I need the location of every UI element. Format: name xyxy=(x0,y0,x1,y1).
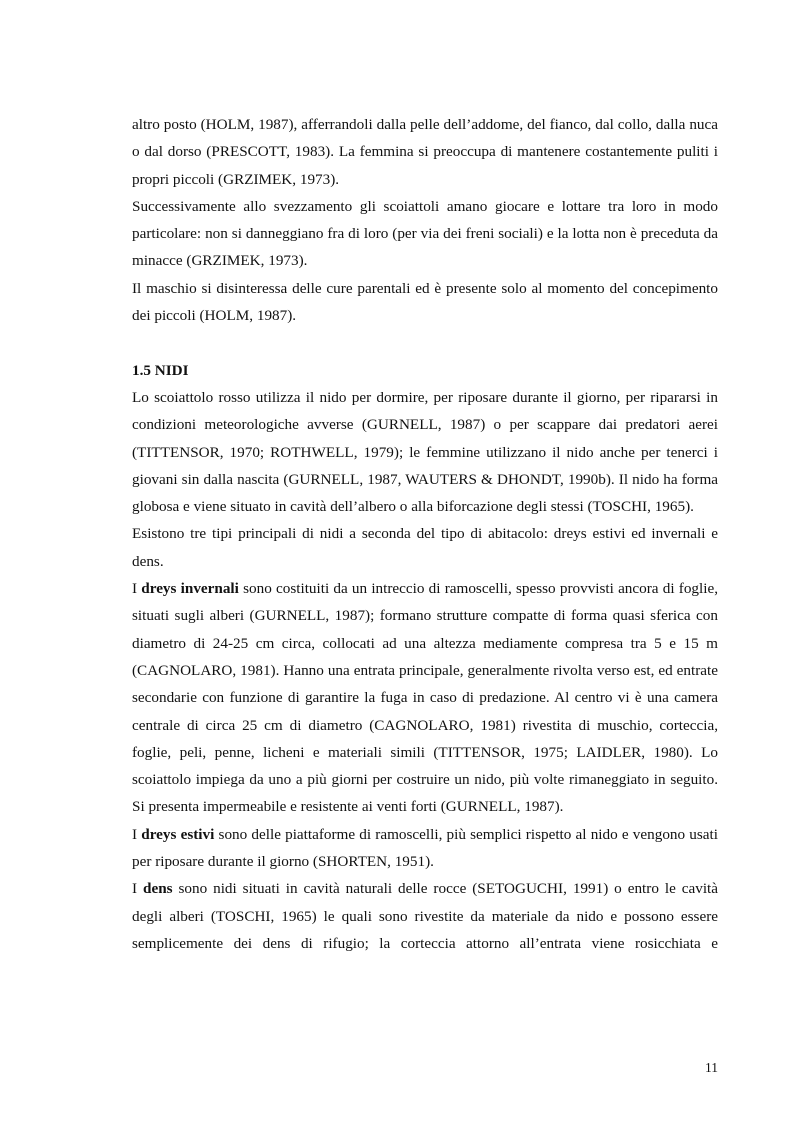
dreys-estivi-lead: I xyxy=(132,825,142,843)
paragraph-play-behaviour: Successivamente allo svezzamento gli scoiattoli amano giocare e lottare tra loro in modo particolare: non si danneggiano fra di loro (per via dei freni sociali) e la lotta non è preceduta da minacce (GRZIMEK, 1973). xyxy=(132,197,718,270)
dens-term: dens xyxy=(143,880,173,898)
paragraph-nest-types: Esistono tre tipi principali di nidi a seconda del tipo di abitacolo: dreys estivi ed invernali e dens. xyxy=(132,525,718,570)
section-gap xyxy=(132,329,718,356)
dreys-estivi-term: dreys estivi xyxy=(141,825,215,843)
dens-text: sono nidi situati in cavità naturali delle rocce (SETOGUCHI, 1991) o entro le cavità degli alberi (TOSCHI, 1965) le quali sono rivestite da materiale da nido e possono essere semplicemente dei dens di rifugio; la corteccia attorno all’entrata viene rosicchiata e xyxy=(132,880,719,952)
dreys-invernali-lead: I xyxy=(132,580,142,598)
dreys-estivi-text: sono delle piattaforme di ramoscelli, più semplici rispetto al nido e vengono usati per riposare durante il giorno (SHORTEN, 1951). xyxy=(132,825,718,871)
dreys-invernali-text: sono costituiti da un intreccio di ramoscelli, spesso provvisti ancora di foglie, situati sugli alberi (GURNELL, 1987); formano strutture compatte di forma quasi sferica con diametro di 24-25 cm circa, collocati ad una altezza mediamente compresa tra 5 e 15 m (CAGNOLARO, 1981). Hanno una entrata principale, generalmente rivolta verso est, ed entrate secondarie con funzione di garantire la fuga in caso di predazione. Al centro vi è una camera centrale di circa 25 cm di diametro (CAGNOLARO, 1981) rivestita di muschio, corteccia, foglie, peli, penne, licheni e materiali simili (TITTENSOR, 1975; LAIDLER, 1980). Lo scoiattolo impiega da uno a più giorni per costruire un nido, più volte rimaneggiato in seguito. Si presenta impermeabile e resistente ai venti forti (GURNELL, 1987). xyxy=(132,580,719,816)
body-text xyxy=(132,111,718,957)
paragraph-male-role: Il maschio si disinteressa delle cure parentali ed è presente solo al momento del concepimento dei piccoli (HOLM, 1987). xyxy=(132,279,718,325)
section-heading: 1.5 NIDI xyxy=(132,361,189,379)
paragraph-dreys-invernali xyxy=(132,575,718,821)
page-number: 11 xyxy=(705,1060,718,1075)
paragraph-care-of-young: altro posto (HOLM, 1987), afferrandoli dalla pelle dell’addome, del fianco, dal collo, dalla nuca o dal dorso (PRESCOTT, 1983). La femmina si preoccupa di mantenere costantemente puliti i propri piccoli (GRZIMEK, 1973). xyxy=(132,116,718,188)
dreys-invernali-term: dreys invernali xyxy=(141,580,239,598)
paragraph-dens xyxy=(132,875,718,957)
paragraph-nest-use: Lo scoiattolo rosso utilizza il nido per dormire, per riposare durante il giorno, per ripararsi in condizioni meteorologiche avverse (GURNELL, 1987) o per scappare dai predatori aerei (TITTENSOR, 1970; ROTHWELL, 1979); le femmine utilizzano il nido anche per tenerci i giovani sin dalla nascita (GURNELL, 1987, WAUTERS & DHONDT, 1990b). Il nido ha forma globosa e viene situato in cavità dell’albero o alla biforcazione degli stessi (TOSCHI, 1965). xyxy=(132,388,718,516)
paragraph-dreys-estivi xyxy=(132,821,718,876)
dens-lead: I xyxy=(132,880,143,898)
